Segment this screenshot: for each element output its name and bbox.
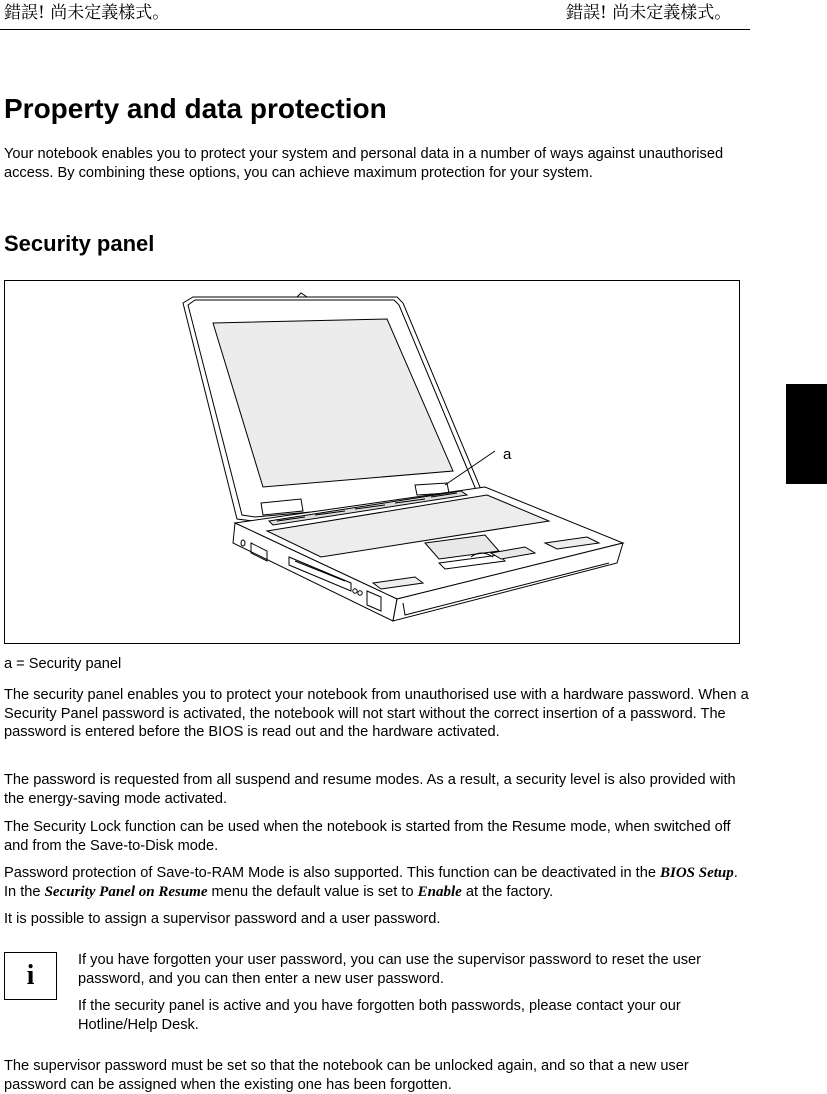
notebook-illustration: [5, 281, 741, 645]
paragraph-security-lock: The Security Lock function can be used when the notebook is started from the Resume mode, when switched off and from the Save-to-Disk mode.: [4, 819, 731, 854]
info-icon: i: [4, 952, 57, 1000]
chapter-tab-marker: [786, 384, 827, 484]
figure-caption: a = Security panel: [4, 656, 122, 672]
paragraph-passwords: It is possible to assign a supervisor password and a user password.: [4, 911, 441, 927]
notebook-figure: [4, 280, 740, 644]
paragraph-supervisor-password: The supervisor password must be set so that the notebook can be unlocked again, and so that a new user password can be assigned when the existing one has been forgotten.: [4, 1058, 689, 1093]
bios-setup-term: BIOS Setup: [660, 865, 734, 881]
page-title: Property and data protection: [4, 93, 387, 124]
intro-paragraph: Your notebook enables you to protect your system and personal data in a number of ways against unauthorised access. By combining these options, you can achieve maximum protection for your system.: [4, 146, 724, 181]
p4-text-3: menu the default value is set to: [207, 883, 418, 900]
note-contact-hotline: If the security panel is active and you have forgotten both passwords, please contact your our Hotline/Help Desk.: [78, 998, 681, 1033]
p4-text-1: Password protection of Save-to-RAM Mode is also supported. This function can be deactivated in the: [4, 865, 660, 881]
figure-label-a: a: [503, 446, 512, 463]
enable-term: Enable: [417, 883, 462, 900]
paragraph-save-to-ram: [4, 864, 749, 901]
security-panel-on-resume-term: Security Panel on Resume: [44, 883, 208, 900]
header-right: 錯誤! 尚未定義樣式。: [566, 3, 732, 23]
section-title: Security panel: [4, 231, 155, 256]
paragraph-security-panel: The security panel enables you to protect your notebook from unauthorised use with a hardware password. When a Security Panel password is activated, the notebook will not start without the correct insertion of a password. The password is entered before the BIOS is read out and the hardware activated.: [4, 687, 749, 741]
p4-text-4: at the factory.: [461, 883, 554, 900]
header-rule: [0, 29, 750, 30]
paragraph-resume-modes: The password is requested from all suspend and resume modes. As a result, a security level is also provided with the energy-saving mode activated.: [4, 772, 736, 807]
p4-text-2: . In the: [4, 865, 738, 900]
note-forgotten-user-password: If you have forgotten your user password, you can use the supervisor password to reset the user password, and you can then enter a new user password.: [78, 952, 701, 987]
header-left: 錯誤! 尚未定義樣式。: [4, 3, 170, 23]
